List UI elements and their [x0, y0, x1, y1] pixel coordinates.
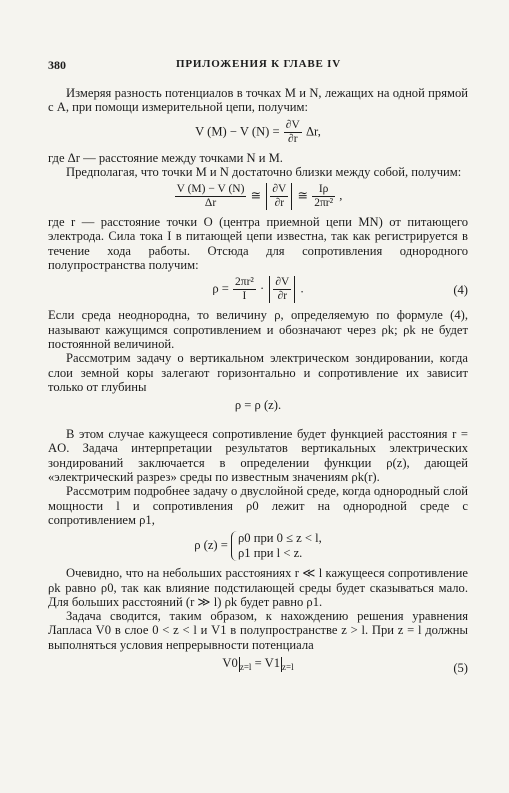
eq1-lhs: V (M) − V (N) =: [195, 123, 280, 138]
eq5-case-2: ρ1 при l < z.: [238, 546, 303, 561]
eq5-cases: [231, 531, 322, 561]
eq6-right: V1: [264, 656, 280, 671]
equation-number-4: (4): [453, 282, 468, 297]
page-header: [48, 58, 469, 74]
eq6-left: V0: [222, 656, 238, 671]
equation-approximation: [48, 183, 468, 210]
equation-rho-of-z: [48, 398, 468, 422]
equation-two-layer: [48, 531, 468, 561]
eq1-rhs: Δr,: [305, 123, 321, 138]
paragraph-5: Если среда неоднородна, то величину ρ, определяемую по формуле (4), называют кажущимся сопротивлением и обозначают через ρk; ρk не будет постоянной величиной.: [48, 308, 468, 351]
eq2-current-ratio: $\frac{I\rho}{\text{2πr²}}$: [314, 183, 334, 210]
paragraph-8: Рассмотрим подробнее задачу о двуслойной среде, когда однородный слой мощности l и сопротивления ρ0 лежит на однородной среде с сопротивлением ρ1,: [48, 484, 468, 527]
eq3-lhs: ρ =: [212, 281, 229, 296]
page-body: [48, 86, 468, 685]
equation-continuity: [48, 656, 468, 680]
paragraph-10: Задача сводится, таким образом, к нахождению решения уравнения Лапласа V0 в слое 0 < z < l и V1 в полупространстве z > l. При z = l должны выполняться условия непрерывности потенциала: [48, 609, 468, 652]
paragraph-1: Измеряя разность потенциалов в точках M и N, лежащих на одной прямой с A, при помощи измерительной цепи, получим:: [48, 86, 468, 115]
paragraph-9: Очевидно, что на небольших расстояниях r ≪ l кажущееся сопротивление ρk равно ρ0, так как влияние подстилающей среды будет сказываться мало. Для больших расстояний (r ≫ l) ρk будет равно ρ1.: [48, 566, 468, 609]
eq4-text: ρ = ρ (z).: [234, 398, 282, 413]
eq2-approx-1: ≅: [250, 188, 262, 203]
equation-number-5: (5): [453, 660, 468, 675]
page-number: 380: [48, 58, 66, 72]
paragraph-2: где Δr — расстояние между точками N и M.: [48, 150, 283, 165]
eq2-tail: ,: [339, 188, 343, 203]
eq2-abs-derivative: $\frac{\partial V}{\partial r}$: [266, 183, 292, 210]
eq1-derivative: $\frac{\partial V}{\partial r}$: [285, 118, 300, 145]
running-title: ПРИЛОЖЕНИЯ К ГЛАВЕ IV: [176, 58, 341, 70]
eq3-factor: $\frac{\text{2πr²}}{I}$: [235, 276, 254, 303]
eq6-left-sub: z=l: [239, 662, 252, 673]
paragraph-7: В этом случае кажущееся сопротивление будет функцией расстояния r = AO. Задача интерпретации результатов вертикальных электрических зондирований заключается в определении функции ρ(z), дающей «электрический разрез» среды по известным значениям ρk(r).: [48, 427, 468, 485]
equation-potential-difference: [48, 119, 468, 146]
eq5-lhs: ρ (z) =: [194, 538, 228, 553]
equation-resistivity: [48, 276, 468, 303]
eq3-tail: .: [300, 281, 304, 296]
eq3-dot: ·: [260, 281, 265, 296]
paragraph-6: Рассмотрим задачу о вертикальном электрическом зондировании, когда слои земной коры залегают горизонтально и сопротивление их зависит только от глубины: [48, 351, 468, 394]
eq5-case-1: ρ0 при 0 ≤ z < l,: [238, 531, 322, 546]
paragraph-3: Предполагая, что точки M и N достаточно близки между собой, получим:: [66, 164, 462, 179]
eq2-approx-2: ≅: [297, 188, 309, 203]
eq6-right-sub: z=l: [282, 662, 294, 673]
eq6-equals: =: [254, 656, 265, 671]
eq3-abs-derivative: $\frac{\partial V}{\partial r}$: [269, 276, 295, 303]
paragraph-4: где r — расстояние точки O (центра приемной цепи MN) от питающего электрода. Сила тока I в питающей цепи известна, так как регистрируется в течение хода работы. Отсюда для сопротивления однородного полупространства получим:: [48, 215, 468, 273]
eq2-difference-ratio: $\frac{V (M) - V (N)}{\Delta r}$: [176, 183, 245, 210]
